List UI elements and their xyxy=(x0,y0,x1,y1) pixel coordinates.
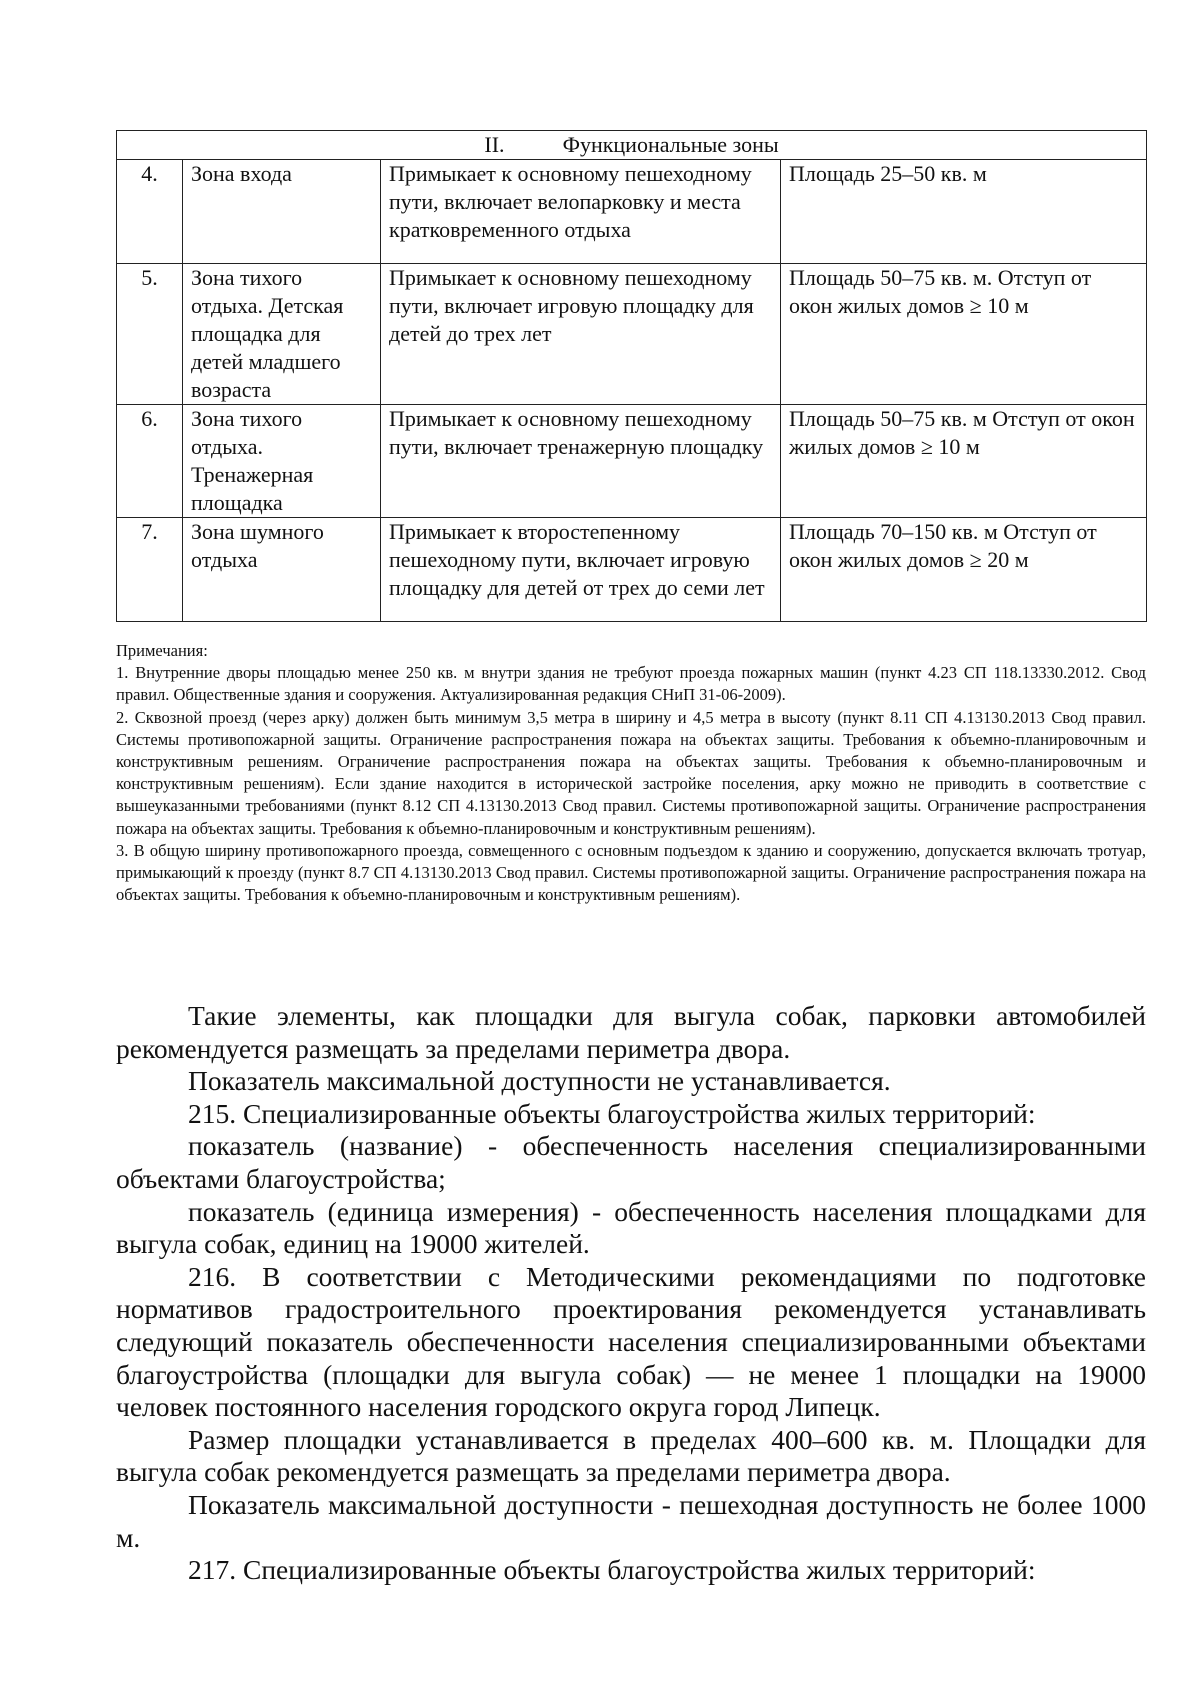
paragraph: Показатель максимальной доступности не устанавливается. xyxy=(188,1065,891,1097)
zone-parameters: Площадь 50–75 кв. м. Отступ от окон жилых домов ≥ 10 м xyxy=(781,264,1147,405)
section-number: II. xyxy=(484,132,505,157)
body-text xyxy=(116,1000,1146,1587)
zone-parameters: Площадь 25–50 кв. м xyxy=(781,160,1147,264)
paragraph: 215. Специализированные объекты благоустройства жилых территорий: xyxy=(188,1097,1036,1129)
row-number: 6. xyxy=(117,405,183,518)
notes-heading: Примечания: xyxy=(116,641,208,660)
paragraph: Такие элементы, как площадки для выгула собак, парковки автомобилей рекомендуется размещать за пределами периметра двора. xyxy=(116,1000,1146,1064)
zone-description: Примыкает к основному пешеходному пути, включает велопарковку и места кратковременного отдыха xyxy=(381,160,781,264)
zone-description: Примыкает к основному пешеходному пути, включает игровую площадку для детей до трех лет xyxy=(381,264,781,405)
note-item: 2. Сквозной проезд (через арку) должен быть минимум 3,5 метра в ширину и 4,5 метра в высоту (пункт 8.11 СП 4.13130.2013 Свод правил. Системы противопожарной защиты. Ограничение распространения пожара на объектах защиты. Требования к объемно-планировочным и конструктивным решениям. Ограничение распространения пожара на объектах защиты. Требования к объемно-планировочным и конструктивным решениям). Если здание находится в исторической застройке поселения, арку можно не приводить в соответствие с вышеуказанными требованиями (пункт 8.12 СП 4.13130.2013 Свод правил. Системы противопожарной защиты. Ограничение распространения пожара на объектах защиты. Требования к объемно-планировочным и конструктивным решениям). xyxy=(116,707,1146,838)
row-number: 5. xyxy=(117,264,183,405)
paragraph: Показатель максимальной доступности - пешеходная доступность не более 1000 м. xyxy=(116,1488,1146,1553)
section-title: Функциональные зоны xyxy=(562,132,779,157)
table-row xyxy=(117,518,1147,622)
zone-parameters: Площадь 70–150 кв. м Отступ от окон жилых домов ≥ 20 м xyxy=(781,518,1147,622)
zone-name: Зона шумного отдыха xyxy=(183,518,381,622)
table-notes xyxy=(116,640,1146,906)
section-header-row xyxy=(117,131,1147,160)
table-row xyxy=(117,160,1147,264)
functional-zones-table xyxy=(116,130,1147,622)
zone-name: Зона тихого отдыха. Детская площадка для детей младшего возраста xyxy=(183,264,381,405)
paragraph: показатель (название) - обеспеченность населения специализированными объектами благоустройства; xyxy=(116,1130,1146,1194)
zone-name: Зона входа xyxy=(183,160,381,264)
section-header xyxy=(117,131,1147,160)
zone-description: Примыкает к основному пешеходному пути, включает тренажерную площадку xyxy=(381,405,781,518)
row-number: 7. xyxy=(117,518,183,622)
paragraph: Размер площадки устанавливается в пределах 400–600 кв. м. Площадки для выгула собак рекомендуется размещать за пределами периметра двора. xyxy=(116,1423,1146,1488)
paragraph: 216. В соответствии с Методическими рекомендациями по подготовке нормативов градостроительного проектирования рекомендуется устанавливать следующий показатель обеспеченности населения специализированными объектами благоустройства (площадки для выгула собак) — не менее 1 площадки на 19000 человек постоянного населения городского округа город Липецк. xyxy=(116,1260,1146,1423)
table-row xyxy=(117,405,1147,518)
paragraph: 217. Специализированные объекты благоустройства жилых территорий: xyxy=(188,1554,1036,1586)
paragraph: показатель (единица измерения) - обеспеченность населения площадками для выгула собак, единиц на 19000 жителей. xyxy=(116,1195,1146,1260)
table-row xyxy=(117,264,1147,405)
row-number: 4. xyxy=(117,160,183,264)
zone-description: Примыкает к второстепенному пешеходному пути, включает игровую площадку для детей от трех до семи лет xyxy=(381,518,781,622)
zone-name: Зона тихого отдыха. Тренажерная площадка xyxy=(183,405,381,518)
note-item: 1. Внутренние дворы площадью менее 250 кв. м внутри здания не требуют проезда пожарных машин (пункт 4.23 СП 118.13330.2012. Свод правил. Общественные здания и сооружения. Актуализированная редакция СНиП 31-06-2009). xyxy=(116,663,1146,705)
zone-parameters: Площадь 50–75 кв. м Отступ от окон жилых домов ≥ 10 м xyxy=(781,405,1147,518)
note-item: 3. В общую ширину противопожарного проезда, совмещенного с основным подъездом к зданию и сооружению, допускается включать тротуар, примыкающий к проезду (пункт 8.7 СП 4.13130.2013 Свод правил. Системы противопожарной защиты. Ограничение распространения пожара на объектах защиты. Требования к объемно-планировочным и конструктивным решениям). xyxy=(116,840,1146,905)
